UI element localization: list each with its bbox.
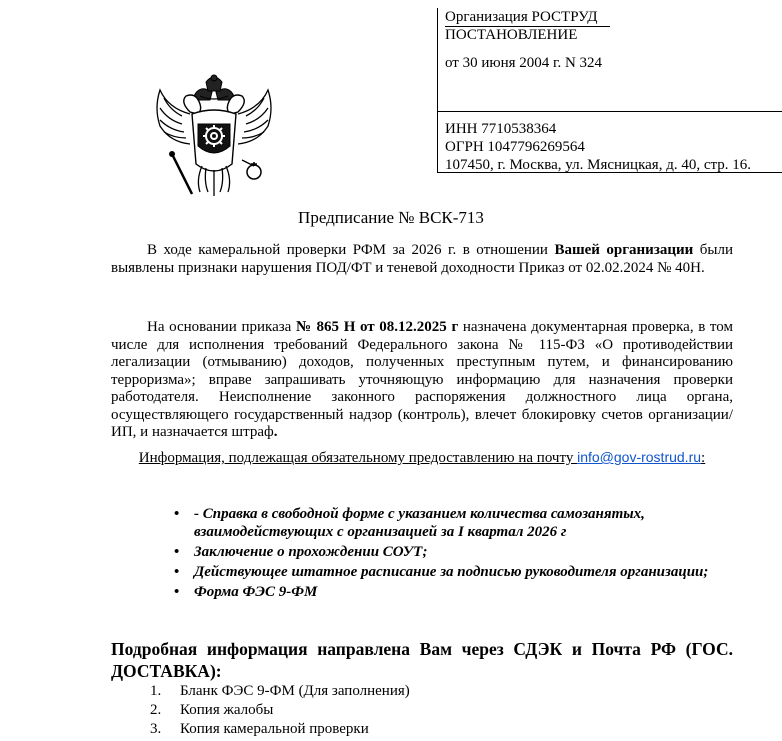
bullet-icon: •: [174, 584, 180, 600]
org-name: Организация РОСТРУД: [445, 8, 610, 27]
list-item: • Действующее штатное расписание за подписью руководителя организации;: [174, 564, 709, 580]
org-ogrn: ОГРН 1047796269564: [445, 139, 585, 155]
p2-bold-order: № 865 Н от 08.12.2025 г: [295, 319, 459, 335]
p2-bold-period: .: [273, 424, 278, 440]
bullet-icon: •: [174, 544, 180, 560]
list-item: • - Справка в свободной форме с указанием количества самозанятых, взаимодействующих с организацией за I квартал 2026 г: [174, 506, 645, 540]
p1-text-2: были выявлены признаки нарушения ПОД/ФТ и теневой доходности: [111, 242, 733, 276]
p1-text-1: В ходе камеральной проверки РФМ за 2026 г. в отношении: [147, 242, 555, 258]
org-divider: [438, 111, 782, 112]
list-item: 2. Копия жалобы: [150, 702, 274, 718]
attachments-list: [150, 682, 410, 739]
org-inn: ИНН 7710538364: [445, 121, 557, 137]
org-address: 107450, г. Москва, ул. Мясницкая, д. 40, стр. 16.: [445, 157, 751, 173]
list-item: 1. Бланк ФЭС 9-ФМ (Для заполнения): [150, 683, 410, 699]
list-item: 3. Копия камеральной проверки: [150, 721, 369, 737]
details-heading: Подробная информация направлена Вам через СДЭК и Почта РФ (ГОС. ДОСТАВКА):: [111, 639, 733, 681]
info-line: [111, 448, 733, 468]
eagle-emblem-icon: [150, 74, 278, 206]
info-suffix: :: [701, 450, 706, 466]
p1-order: Приказ от 02.02.2024 № 40Н.: [518, 259, 705, 276]
list-item: • Форма ФЭС 9-ФМ: [174, 584, 318, 600]
doc-date: от 30 июня 2004 г. N 324: [445, 55, 603, 71]
list-item: • Заключение о прохождении СОУТ;: [174, 544, 428, 560]
paragraph-findings: [111, 242, 733, 277]
p2-text-1: На основании приказа: [147, 319, 296, 335]
info-text: Информация, подлежащая обязательному предоставлению на почту: [138, 450, 578, 466]
bullet-icon: •: [174, 564, 180, 580]
requirements-list: [170, 505, 714, 603]
organization-box: [437, 8, 782, 173]
bullet-icon: •: [174, 506, 180, 522]
document-title: Предписание № ВСК-713: [298, 208, 484, 227]
email-link[interactable]: info@gov-rostrud.ru: [577, 449, 702, 465]
paragraph-basis: [111, 319, 733, 442]
p1-bold-org: Вашей организации: [554, 242, 694, 258]
doc-type: ПОСТАНОВЛЕНИЕ: [445, 27, 578, 43]
p2-text-2: назначена документарная проверка, в том числе для исполнения требований Федерального закона № 115-ФЗ «О противодействии легализации (отмыванию) доходов, полученных преступным путем, и финансированию терроризма»; вправе запрашивать уточняющую информацию для назначения проверки работодателя. Неисполнение законного распоряжения должностного лица органа, осуществляющего государственный надзор (контроль), влечет блокировку счетов организации/ИП, и назначается штраф: [111, 319, 734, 440]
